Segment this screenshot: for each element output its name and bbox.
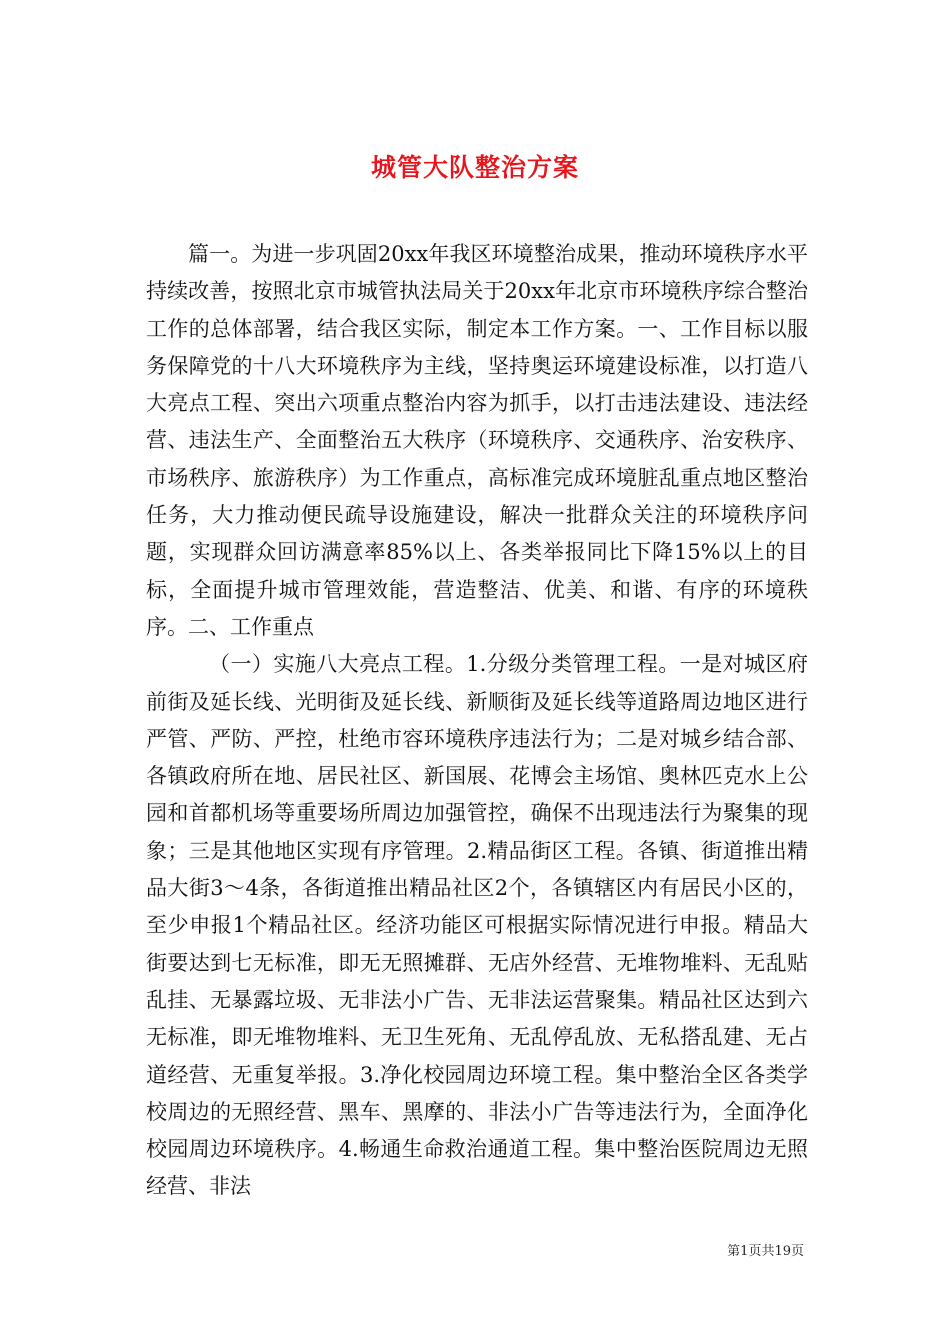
document-body (146, 236, 808, 1206)
paragraph-intro: 篇一。为进一步巩固20xx年我区环境整治成果，推动环境秩序水平持续改善，按照北京市城管执法局关于20xx年北京市环境秩序综合整治工作的总体部署，结合我区实际，制定本工作方案。一、工作目标以服务保障党的十八大环境秩序为主线，坚持奥运环境建设标准，以打造八大亮点工程、突出六项重点整治内容为抓手，以打击违法建设、违法经营、违法生产、全面整治五大秩序（环境秩序、交通秩序、治安秩序、市场秩序、旅游秩序）为工作重点，高标准完成环境脏乱重点地区整治任务，大力推动便民疏导设施建设，解决一批群众关注的环境秩序问题，实现群众回访满意率85%以上、各类举报同比下降15%以上的目标，全面提升城市管理效能，营造整洁、优美、和谐、有序的环境秩序。二、工作重点 (146, 242, 808, 639)
paragraph-highlight-projects: （一）实施八大亮点工程。1.分级分类管理工程。一是对城区府前街及延长线、光明街及延长线、新顺街及延长线等道路周边地区进行严管、严防、严控，杜绝市容环境秩序违法行为；二是对城乡结合部、各镇政府所在地、居民社区、新国展、花博会主场馆、奥林匹克水上公园和首都机场等重要场所周边加强管控，确保不出现违法行为聚集的现象；三是其他地区实现有序管理。2.精品街区工程。各镇、街道推出精品大街3～4条，各街道推出精品社区2个，各镇辖区内有居民小区的，至少申报1个精品社区。经济功能区可根据实际情况进行申报。精品大街要达到七无标准，即无无照摊群、无店外经营、无堆物堆料、无乱贴乱挂、无暴露垃圾、无非法小广告、无非法运营聚集。精品社区达到六无标准，即无堆物堆料、无卫生死角、无乱停乱放、无私搭乱建、无占道经营、无重复举报。3.净化校园周边环境工程。集中整治全区各类学校周边的无照经营、黑车、黑摩的、非法小广告等违法行为，全面净化校园周边环境秩序。4.畅通生命救治通道工程。集中整治医院周边无照经营、非法 (146, 652, 808, 1199)
document-title: 城管大队整治方案 (370, 152, 579, 182)
page-indicator: 第1页共19页 (727, 1244, 804, 1259)
